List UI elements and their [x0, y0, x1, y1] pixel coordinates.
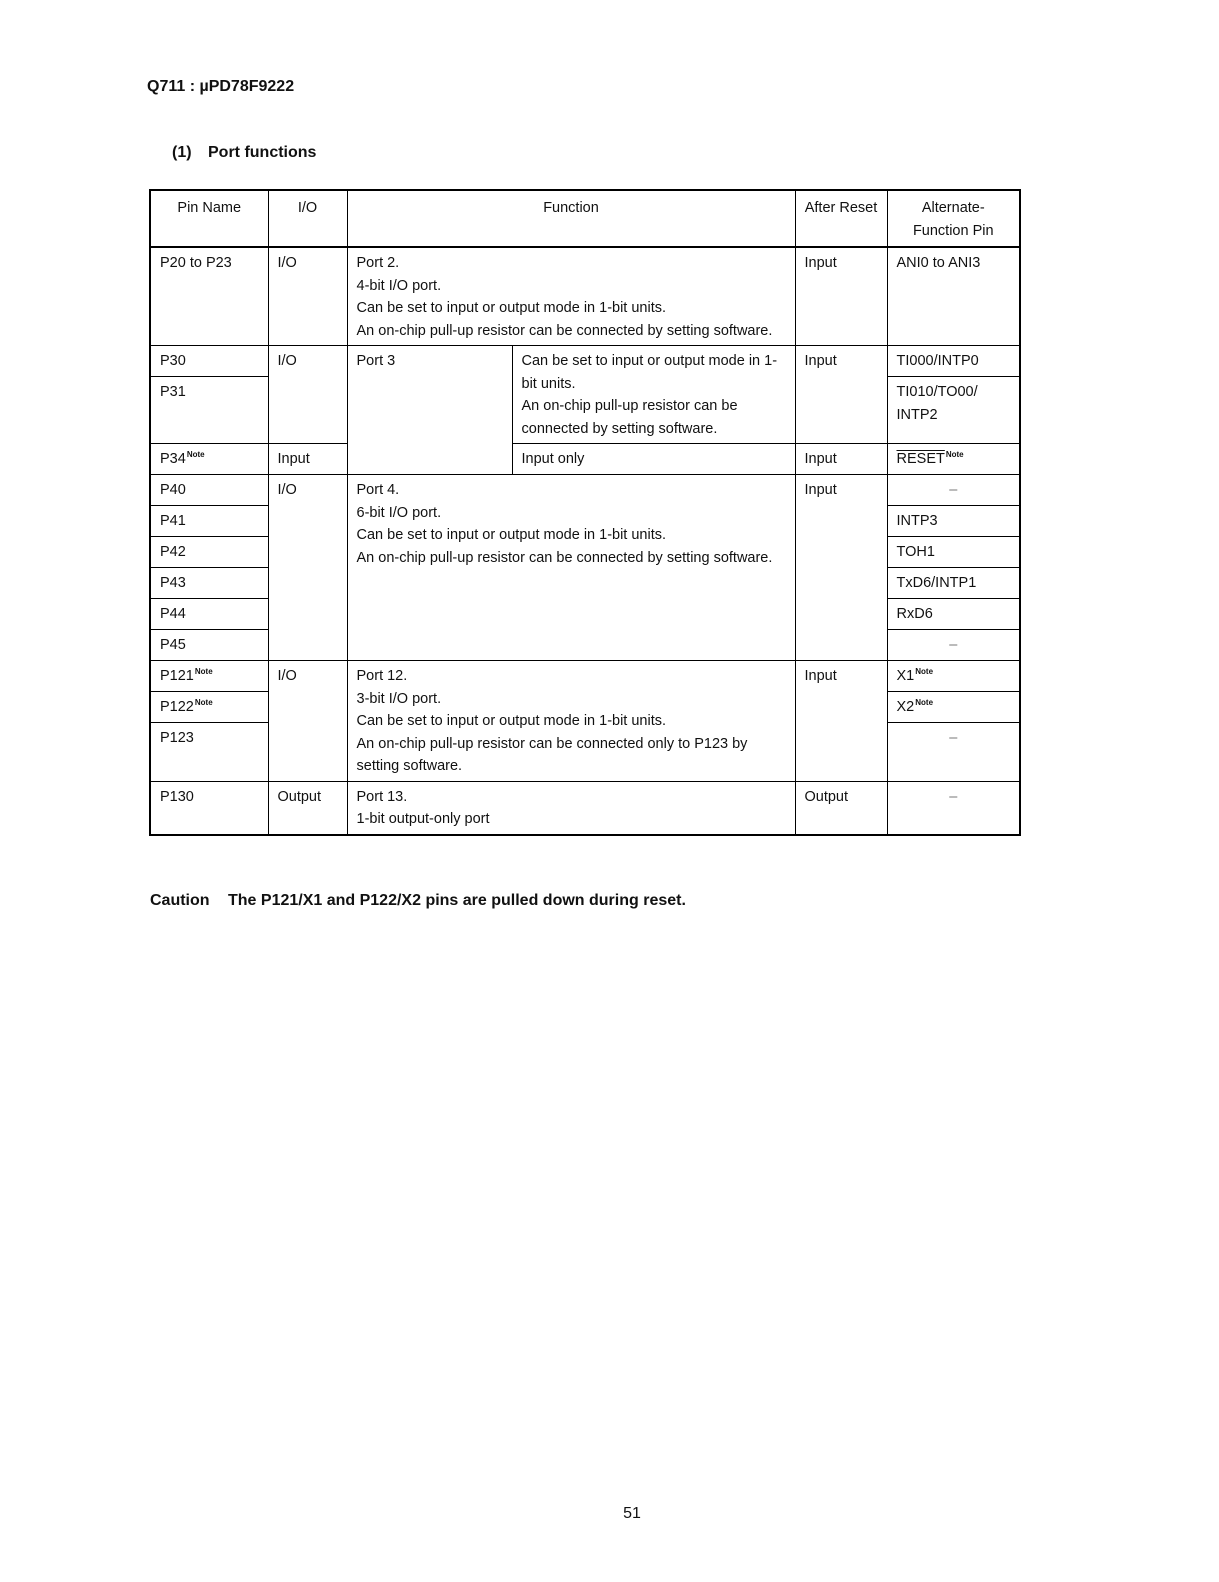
- port3-name: Port 3: [347, 346, 512, 475]
- pin-name: $P34^{Note}$: [150, 444, 268, 475]
- pin-alternate: $RESET^{Note}$: [887, 444, 1020, 475]
- pin-alternate: $X1^{Note}$: [887, 661, 1020, 692]
- pin-name: P45: [150, 630, 268, 661]
- header-io: I/O: [268, 190, 347, 247]
- pin-function: Port 4. 6-bit I/O port. Can be set to input or output mode in 1-bit units. An on-chip pull-up resistor can be connected by setting software.: [347, 475, 795, 661]
- pin-io: Input: [268, 444, 347, 475]
- section-heading: [172, 144, 316, 162]
- pin-io: I/O: [268, 247, 347, 346]
- pin-alternate: –: [887, 630, 1020, 661]
- table-row-port13: [150, 781, 1020, 835]
- section-number: (1): [172, 144, 192, 161]
- note-mark: Note: [915, 667, 934, 676]
- caution-text: The P121/X1 and P122/X2 pins are pulled down during reset.: [228, 892, 686, 909]
- pin-function: Port 13. 1-bit output-only port: [347, 781, 795, 835]
- pin-alternate: –: [887, 781, 1020, 835]
- pin-name: P40: [150, 475, 268, 506]
- table-row-p30: [150, 346, 1020, 377]
- pin-after-reset: Input: [795, 346, 887, 444]
- header-pin-name: Pin Name: [150, 190, 268, 247]
- pin-alternate: $X2^{Note}$: [887, 692, 1020, 723]
- pin-name: $P121^{Note}$: [150, 661, 268, 692]
- pin-io: I/O: [268, 475, 347, 661]
- header-alternate-function: Alternate- Function Pin: [887, 190, 1020, 247]
- pin-function: Input only: [512, 444, 795, 475]
- pin-io: I/O: [268, 346, 347, 444]
- caution-label: Caution: [150, 892, 210, 909]
- pin-name: P20 to P23: [150, 247, 268, 346]
- pin-alternate: –: [887, 723, 1020, 782]
- pin-alternate: TI000/INTP0: [887, 346, 1020, 377]
- note-mark: Note: [194, 667, 213, 676]
- pin-function: Port 2. 4-bit I/O port. Can be set to input or output mode in 1-bit units. An on-chip pull-up resistor can be connected by setting software.: [347, 247, 795, 346]
- pin-name: $P122^{Note}$: [150, 692, 268, 723]
- table-row-port2: [150, 247, 1020, 346]
- pin-alternate: ANI0 to ANI3: [887, 247, 1020, 346]
- pin-name: P130: [150, 781, 268, 835]
- pin-name: P43: [150, 568, 268, 599]
- pin-after-reset: Input: [795, 444, 887, 475]
- pin-name: P31: [150, 377, 268, 444]
- pin-alternate: –: [887, 475, 1020, 506]
- header-function: Function: [347, 190, 795, 247]
- pin-name: P41: [150, 506, 268, 537]
- pin-after-reset: Input: [795, 475, 887, 661]
- port-functions-table: [149, 189, 1021, 836]
- pin-io: I/O: [268, 661, 347, 782]
- pin-alternate: TOH1: [887, 537, 1020, 568]
- pin-alternate: INTP3: [887, 506, 1020, 537]
- pin-function: Can be set to input or output mode in 1- bit units. An on-chip pull-up resistor can be connected by setting software.: [512, 346, 795, 444]
- table-header-row: [150, 190, 1020, 247]
- note-mark: Note: [945, 450, 964, 459]
- header-after-reset: After Reset: [795, 190, 887, 247]
- pin-alternate: TI010/TO00/ INTP2: [887, 377, 1020, 444]
- pin-function: Port 12. 3-bit I/O port. Can be set to input or output mode in 1-bit units. An on-chip pull-up resistor can be connected only to P123 by setting software.: [347, 661, 795, 782]
- pin-name: P42: [150, 537, 268, 568]
- page-number: 51: [623, 1505, 641, 1522]
- section-title: Port functions: [208, 144, 317, 161]
- table-row-p121: [150, 661, 1020, 692]
- pin-after-reset: Input: [795, 247, 887, 346]
- table-row-p40: [150, 475, 1020, 506]
- note-mark: Note: [186, 450, 205, 459]
- note-mark: Note: [194, 698, 213, 707]
- pin-io: Output: [268, 781, 347, 835]
- caution-note: [150, 892, 686, 910]
- note-mark: Note: [915, 698, 934, 707]
- document-title: Q711 : µPD78F9222: [147, 78, 295, 95]
- pin-after-reset: Output: [795, 781, 887, 835]
- table-row-p34: [150, 444, 1020, 475]
- pin-name: P30: [150, 346, 268, 377]
- pin-after-reset: Input: [795, 661, 887, 782]
- pin-alternate: TxD6/INTP1: [887, 568, 1020, 599]
- pin-name: P123: [150, 723, 268, 782]
- pin-name: P44: [150, 599, 268, 630]
- pin-alternate: RxD6: [887, 599, 1020, 630]
